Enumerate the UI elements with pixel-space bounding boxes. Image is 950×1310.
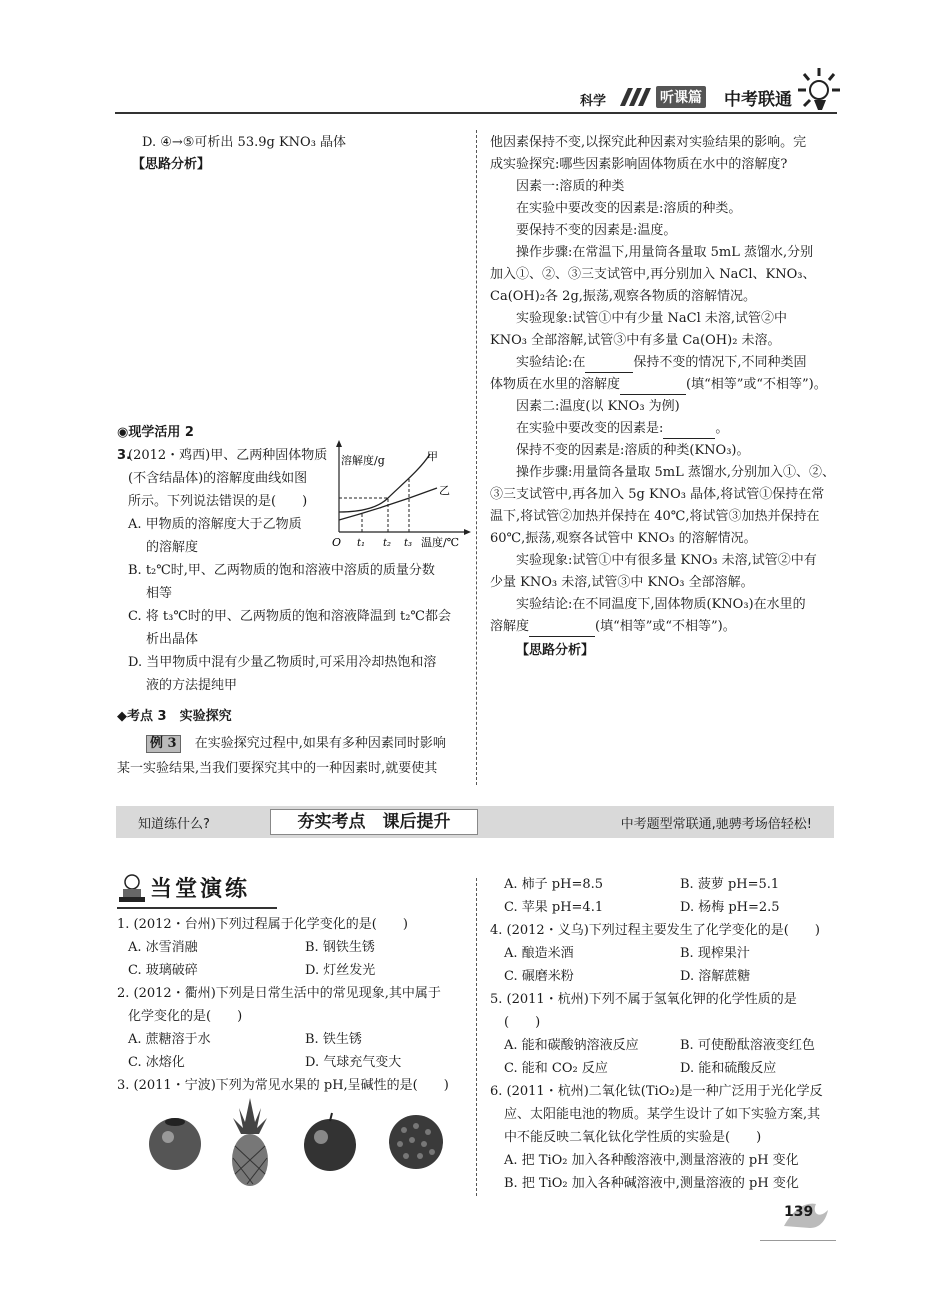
right-line: 他因素保持不变,以探究此种因素对实验结果的影响。完 [490,135,807,150]
header-section-badge: 听课篇 [656,86,706,108]
conclusion-line-1 [516,353,807,373]
banner-right: 中考题型常联通,驰骋考场倍轻松! [620,817,812,832]
q2-option: D. 气球充气变大 [305,1055,402,1070]
q3-option: D. 杨梅 pH=2.5 [680,900,780,915]
conclusion-text: 保持不变的情况下,不同种类固 [633,355,807,370]
section-banner [116,806,834,838]
graph-tick: t₁ [357,538,366,549]
q3-option-d-cont: 液的方法提纯甲 [146,678,238,693]
factor2-change-line [516,419,728,439]
sun-tree-logo-icon [796,66,842,112]
page-number: 139 [784,1204,814,1220]
q3-line: (不含结晶体)的溶解度曲线如图 [128,471,308,486]
question-4: 4. (2012・义乌)下列过程主要发生了化学变化的是( ) [490,923,820,938]
graph-label-jia: 甲 [427,450,438,463]
kaodian3-title: ◆考点 3 实验探究 [117,709,232,724]
factor2-text: 。 [715,421,729,436]
header-rule [115,112,837,114]
answer-blank[interactable] [529,622,595,637]
graph-tick: t₃ [404,538,413,549]
page-header [560,82,840,112]
right-line: 实验现象:试管①中有很多量 KNO₃ 未溶,试管②中有 [516,553,817,568]
q2-option: B. 铁生锈 [305,1032,362,1047]
analysis-heading-right: 【思路分析】 [516,643,595,658]
q5-option: D. 能和硫酸反应 [680,1061,777,1076]
q6-option-b: B. 把 TiO₂ 加入各种碱溶液中,测量溶液的 pH 变化 [504,1176,799,1191]
right-line: 要保持不变的因素是:温度。 [516,223,677,238]
factor2-text: 在实验中要改变的因素是: [516,421,664,436]
conclusion2-line [490,617,736,637]
q6-option-a: A. 把 TiO₂ 加入各种酸溶液中,测量溶液的 pH 变化 [504,1153,799,1168]
q5-option: A. 能和碳酸钠溶液反应 [504,1038,639,1053]
header-brand: 中考联通 [724,90,792,110]
q2-option: A. 蔗糖溶于水 [128,1032,211,1047]
conclusion2-text: 溶解度 [490,619,530,634]
right-line: 保持不变的因素是:溶质的种类(KNO₃)。 [516,443,750,458]
q3-option: C. 苹果 pH=4.1 [504,900,604,915]
question-2: 2. (2012・衢州)下列是日常生活中的常见现象,其中属于 [117,986,441,1001]
q2-option: C. 冰熔化 [128,1055,185,1070]
header-subject: 科学 [580,94,607,109]
right-line: 温下,将试管②加热并保持在 40℃,将试管③加热并保持在 [490,509,820,524]
right-line: 少量 KNO₃ 未溶,试管③中 KNO₃ 全部溶解。 [490,575,754,590]
q5-option: C. 能和 CO₂ 反应 [504,1061,608,1076]
q3-option-b: B. t₂℃时,甲、乙两物质的饱和溶液中溶质的质量分数 [128,563,435,578]
conclusion-text: 体物质在水里的溶解度 [490,377,621,392]
example-label: 例 3 [146,735,181,753]
column-divider-top [476,130,477,785]
persimmon-photo [144,1096,206,1188]
question-6-cont: 应、太阳能电池的物质。某学生设计了如下实验方案,其 [504,1107,821,1122]
graph-label-yi: 乙 [439,484,450,497]
q3-option-c-cont: 析出晶体 [146,632,199,647]
right-line: 实验现象:试管①中有少量 NaCl 未溶,试管②中 [516,311,788,326]
q3-line: 所示。下列说法错误的是( ) [128,494,308,509]
q1-option: C. 玻璃破碎 [128,963,198,978]
example3-line [146,734,446,754]
right-line: Ca(OH)₂各 2g,振荡,观察各物质的溶解情况。 [490,289,757,304]
conclusion-text: (填“相等”或“不相等”)。 [686,377,827,392]
practice2-title: ◉现学活用 2 [117,425,194,440]
right-line: ③三支试管中,再各加入 5g KNO₃ 晶体,将试管①保持在常 [490,487,825,502]
question-6: 6. (2011・杭州)二氧化钛(TiO₂)是一种广泛用于光化学反 [490,1084,823,1099]
q3-line: (2012・鸡西)甲、乙两种固体物质 [128,448,328,463]
question-3: 3. (2011・宁波)下列为常见水果的 pH,呈碱性的是( ) [117,1078,449,1093]
right-line: 因素二:温度(以 KNO₃ 为例) [516,399,680,414]
answer-blank[interactable] [620,380,686,395]
q1-option: D. 灯丝发光 [305,963,376,978]
q1-option: B. 钢铁生锈 [305,940,375,955]
section-title: 当堂演练 [150,877,251,902]
graph-tick: t₂ [383,538,392,549]
conclusion2-text: (填“相等”或“不相等”)。 [595,619,736,634]
question-5: 5. (2011・杭州)下列不属于氢氧化钾的化学性质的是 [490,992,797,1007]
q4-option: D. 溶解蔗糖 [680,969,751,984]
page-number-badge [782,1198,838,1236]
right-line: 操作步骤:用量筒各量取 5mL 蒸馏水,分别加入①、②、 [516,465,836,480]
apple-photo [298,1096,362,1188]
q3-number: 3. [117,448,131,463]
option-d-top: D. ④→⑤可析出 53.9g KNO₃ 晶体 [142,135,347,150]
q4-option: C. 碾磨米粉 [504,969,574,984]
graph-xlabel: 温度/℃ [421,536,460,549]
example3-line2: 某一实验结果,当我们要探究其中的一种因素时,就要使其 [117,761,438,776]
q3-option: B. 菠萝 pH=5.1 [680,877,780,892]
banner-left: 知道练什么? [138,817,210,832]
waxberry-photo [386,1096,446,1188]
q3-option-c: C. 将 t₃℃时的甲、乙两物质的饱和溶液降温到 t₂℃都会 [128,609,451,624]
banner-middle: 夯实考点 课后提升 [270,809,478,835]
q4-option: B. 现榨果汁 [680,946,750,961]
right-line: 60℃,振荡,观察各试管中 KNO₃ 的溶解情况。 [490,531,757,546]
footer-rule [760,1240,836,1241]
header-stripes-icon [620,88,656,106]
right-line: KNO₃ 全部溶解,试管③中有多量 Ca(OH)₂ 未溶。 [490,333,781,348]
column-divider-bottom [476,878,477,1196]
conclusion-line-2 [490,375,827,395]
conclusion-text: 实验结论:在 [516,355,586,370]
q4-option: A. 酿造米酒 [504,946,574,961]
right-line: 操作步骤:在常温下,用量筒各量取 5mL 蒸馏水,分别 [516,245,814,260]
solubility-curve-graph [325,440,475,556]
right-line: 实验结论:在不同温度下,固体物质(KNO₃)在水里的 [516,597,806,612]
question-5-cont: ( ) [504,1015,541,1030]
q3-option: A. 柿子 pH=8.5 [504,877,604,892]
pineapple-photo [226,1096,274,1188]
right-line: 加入①、②、③三支试管中,再分别加入 NaCl、KNO₃、 [490,267,816,282]
question-1: 1. (2012・台州)下列过程属于化学变化的是( ) [117,917,408,932]
right-line: 在实验中要改变的因素是:溶质的种类。 [516,201,742,216]
question-2-cont: 化学变化的是( ) [128,1009,243,1024]
q3-option-a-cont: 的溶解度 [146,540,199,555]
analysis-heading-left: 【思路分析】 [132,157,211,172]
q5-option: B. 可使酚酞溶液变红色 [680,1038,815,1053]
q3-option-d: D. 当甲物质中混有少量乙物质时,可采用冷却热饱和溶 [128,655,437,670]
example-text: 在实验探究过程中,如果有多种因素同时影响 [194,736,446,751]
q3-option-b-cont: 相等 [146,586,173,601]
answer-blank[interactable] [585,358,633,373]
answer-blank[interactable] [663,424,715,439]
graph-origin: O [332,536,342,549]
right-line: 成实验探究:哪些因素影响固体物质在水中的溶解度? [490,157,788,172]
question-6-cont: 中不能反映二氧化钛化学性质的实验是( ) [504,1130,762,1145]
graph-ylabel: 溶解度/g [341,454,385,467]
section-title-underline [117,907,277,909]
q3-option-a: A. 甲物质的溶解度大于乙物质 [128,517,302,532]
q1-option: A. 冰雪消融 [128,940,198,955]
student-mascot-icon [117,873,147,905]
right-line: 因素一:溶质的种类 [516,179,625,194]
